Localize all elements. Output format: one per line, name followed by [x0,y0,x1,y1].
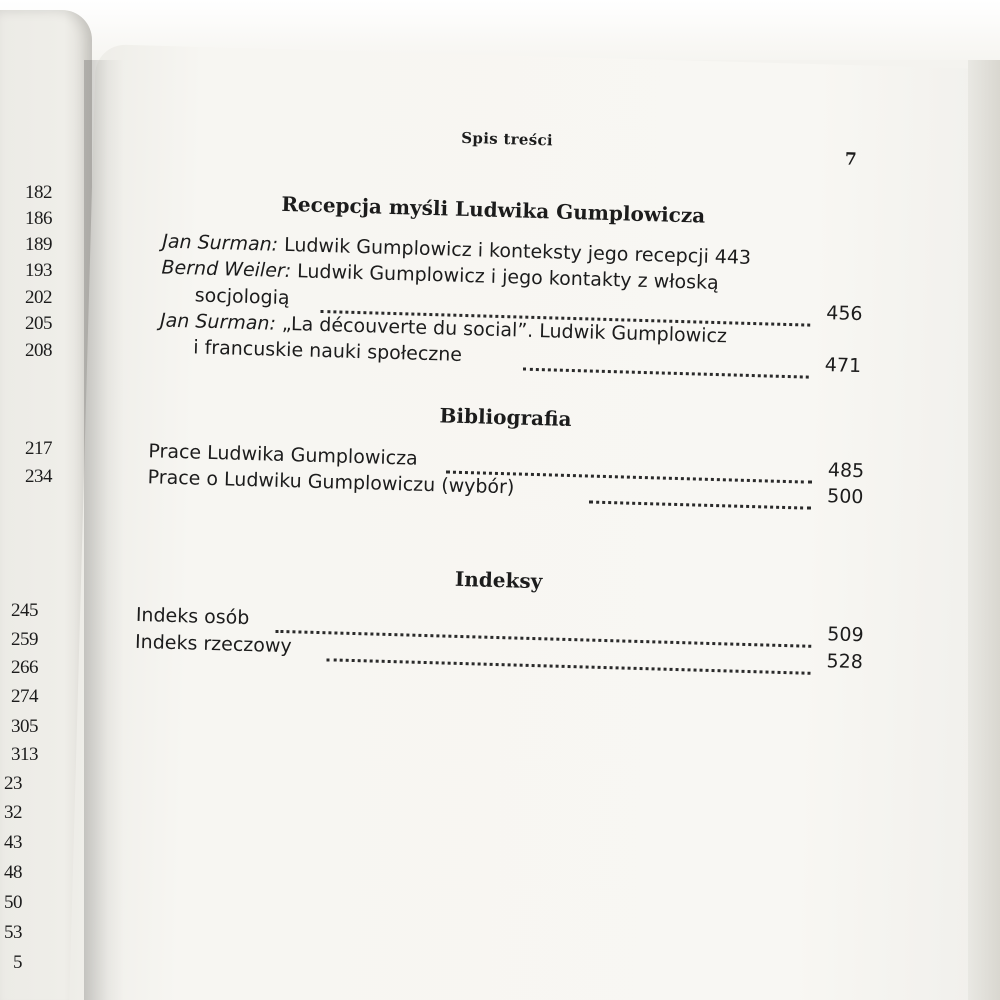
dot-leader [523,346,810,379]
toc-entry-author: Jan Surman: [161,230,279,256]
left-page-number: 274 [11,686,38,707]
section-heading: Bibliografia [439,403,572,431]
toc-entry-author: Jan Surman: [159,309,277,335]
left-page-number: 234 [25,466,52,487]
running-head: Spis treści [461,128,554,150]
left-page-number: 313 [11,744,38,765]
toc-entry-page: 509 [827,623,864,647]
left-page-number: 53 [4,922,22,943]
toc-entry-page: 456 [825,302,863,326]
left-page-number: 259 [11,629,38,650]
left-page-number: 193 [25,260,52,281]
section-heading: Indeksy [454,566,543,594]
toc-entry-title: „La découverte du social”. Ludwik Gumplowicz [281,312,728,348]
toc-entry-page: 528 [826,650,864,674]
dot-leader [589,479,812,510]
section-heading: Recepcja myśli Ludwika Gumplowicza [281,191,706,228]
toc-entry-page: 443 [714,245,752,269]
left-page-number: 186 [25,208,52,229]
toc-entry-title: Prace Ludwika Gumplowicza [148,440,419,470]
toc-entry-title: Ludwik Gumplowicz i konteksty jego recepcji [283,233,710,268]
left-page-number: 189 [25,234,52,255]
left-page-number: 23 [4,773,22,794]
left-page-number: 43 [4,832,22,853]
toc-entry-author: Bernd Weiler: [161,256,292,283]
left-page-number: 217 [25,438,52,459]
left-page-number: 202 [25,287,52,308]
toc-entry-page: 500 [826,485,864,509]
left-page-number: 245 [11,600,38,621]
toc-entry-title: Ludwik Gumplowicz i jego kontakty z włoską [296,260,720,295]
left-page-number: 182 [25,182,52,203]
left-page-number: 266 [11,657,38,678]
left-page-number: 50 [4,892,22,913]
left-page-number: 305 [11,716,38,737]
left-page-number: 5 [13,952,22,973]
toc-entry-title: Indeks rzeczowy [134,630,292,658]
page-number: 7 [844,149,857,170]
toc-entry-continuation: i francuskie nauki społeczne [193,336,463,366]
toc-entry-page: 471 [824,354,862,378]
left-page-number: 32 [4,802,22,823]
left-page-number: 48 [4,862,22,883]
toc-entry-title: Prace o Ludwiku Gumplowiczu (wybór) [147,466,515,499]
left-page-number: 205 [25,313,52,334]
toc-entry-title: Indeks osób [135,603,250,630]
toc-entry-page: 485 [827,459,865,483]
toc-entry-continuation: socjologią [194,284,290,310]
left-page-number: 208 [25,340,52,361]
